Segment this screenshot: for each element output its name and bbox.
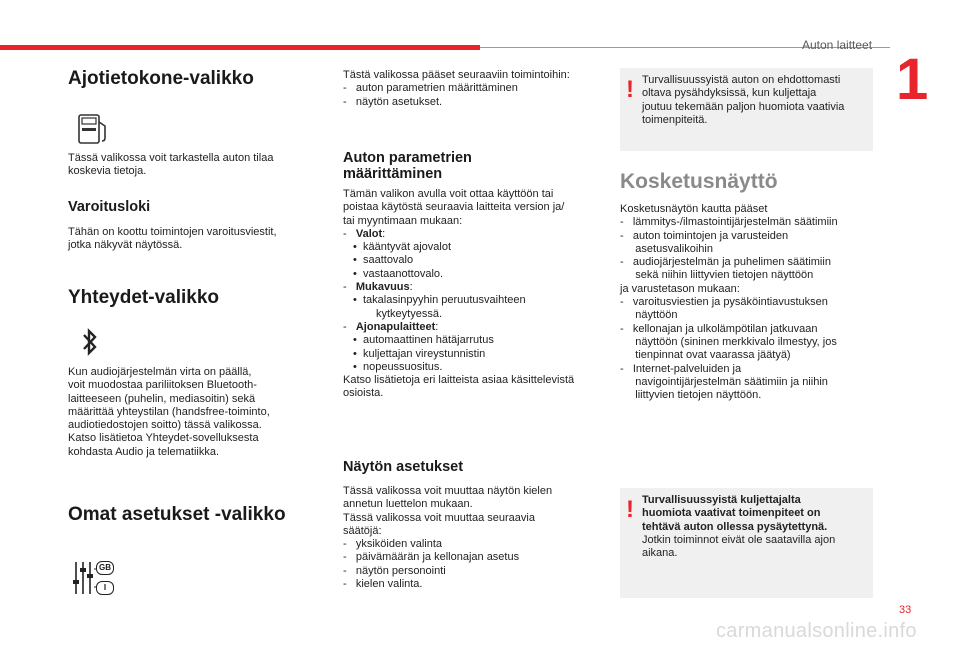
heading-touchscreen: Kosketusnäyttö <box>620 170 778 193</box>
heading-warning-log: Varoitusloki <box>68 199 151 215</box>
warning-log-text: Tähän on koottu toimintojen varoitusviestit, jotka näkyvät näytössä. <box>68 226 277 252</box>
heading-own-settings: Omat asetukset -valikko <box>68 504 286 525</box>
safety-note-box <box>620 68 873 151</box>
header-red-bar <box>0 45 480 50</box>
language-gb-icon: GB <box>96 561 114 575</box>
touchscreen-text: Kosketusnäytön kautta pääset - lämmitys-/ilmastointijärjestelmän säätimiin - auton toimintojen ja varusteiden asetusvalikoihin - audiojärjestelmän ja puhelimen säätimiin sekä niihin liittyvien tietojen näyttöön ja varustetason mukaan: - varoitusviestien ja pysäköintiavustuksen näyttöön - kellonajan ja ulkolämpötilan jatkuvaan näyttöön (sininen merkkivalo ilmestyy, jos tienpinnat ovat vaarassa jäätyä) - Internet-palveluiden ja navigointijärjestelmän säätimiin ja niihin liittyvien tietojen näyttöön. <box>620 203 838 402</box>
page-number: 33 <box>899 604 912 616</box>
section-title: Auton laitteet <box>802 38 873 52</box>
vehicle-parameters-text: Tämän valikon avulla voit ottaa käyttöön tai poistaa käytöstä seuraavia laitteita version ja/ tai myyntimaan mukaan: - Valot: • kääntyvät ajovalot • saattovalo • vastaanottovalo. - Mukavuus: • takalasinpyyhin peruutusvaihteen kytkeytyessä. - Ajonapulaitteet: • automaattinen hätäjarrutus • kuljettajan vireystunnistin • nopeussuositus. Katso lisätietoja eri laitteista asiaa käsittelevistä osioista. <box>343 188 575 400</box>
bluetooth-icon <box>80 327 100 362</box>
chapter-number: 1 <box>896 47 929 112</box>
menu-intro-text: Tästä valikossa pääset seuraaviin toimintoihin: - auton parametrien määrittäminen - näytön asetukset. <box>343 69 570 108</box>
driver-safety-text: Turvallisuussyistä kuljettajalta huomiota vaativat toimenpiteet on tehtävä auton ollessa pysäytettynä. Jotkin toiminnot eivät ole saatavilla ajon aikana. <box>642 494 836 560</box>
trip-computer-text: Tässä valikossa voit tarkastella auton tilaa koskevia tietoja. <box>68 152 274 178</box>
display-settings-text: Tässä valikossa voit muuttaa näytön kielen annetun luettelon mukaan. Tässä valikossa voit muuttaa seuraavia säätöjä: - yksiköiden valinta - päivämäärän ja kellonajan asetus - näytön personointi - kielen valinta. <box>343 485 553 591</box>
driver-safety-box <box>620 488 873 598</box>
trip-computer-icon <box>76 112 110 151</box>
heading-connectivity: Yhteydet-valikko <box>68 287 219 308</box>
watermark: carmanualsonline.info <box>716 620 917 642</box>
heading-trip-computer: Ajotietokone-valikko <box>68 68 254 89</box>
warning-exclamation-icon: ! <box>626 76 634 103</box>
warning-exclamation-icon: ! <box>626 496 634 523</box>
safety-note-text: Turvallisuussyistä auton on ehdottomasti oltava pysähdyksissä, kun kuljettaja joutuu tekemään paljon huomiota vaativia toimenpiteitä. <box>642 74 845 126</box>
heading-vehicle-parameters: Auton parametrien määrittäminen <box>343 150 472 182</box>
heading-display-settings: Näytön asetukset <box>343 459 464 475</box>
language-i-icon: I <box>96 581 114 595</box>
connectivity-text: Kun audiojärjestelmän virta on päällä, voit muodostaa pariliitoksen Bluetooth- laitteeseen (puhelin, mediasoitin) sekä määrittää yhteystilan (handsfree-toiminto, audiotiedostojen soitto) tässä valikossa. Katso lisätietoa Yhteydet-sovelluksesta kohdasta Audio ja telematiikka. <box>68 366 270 458</box>
